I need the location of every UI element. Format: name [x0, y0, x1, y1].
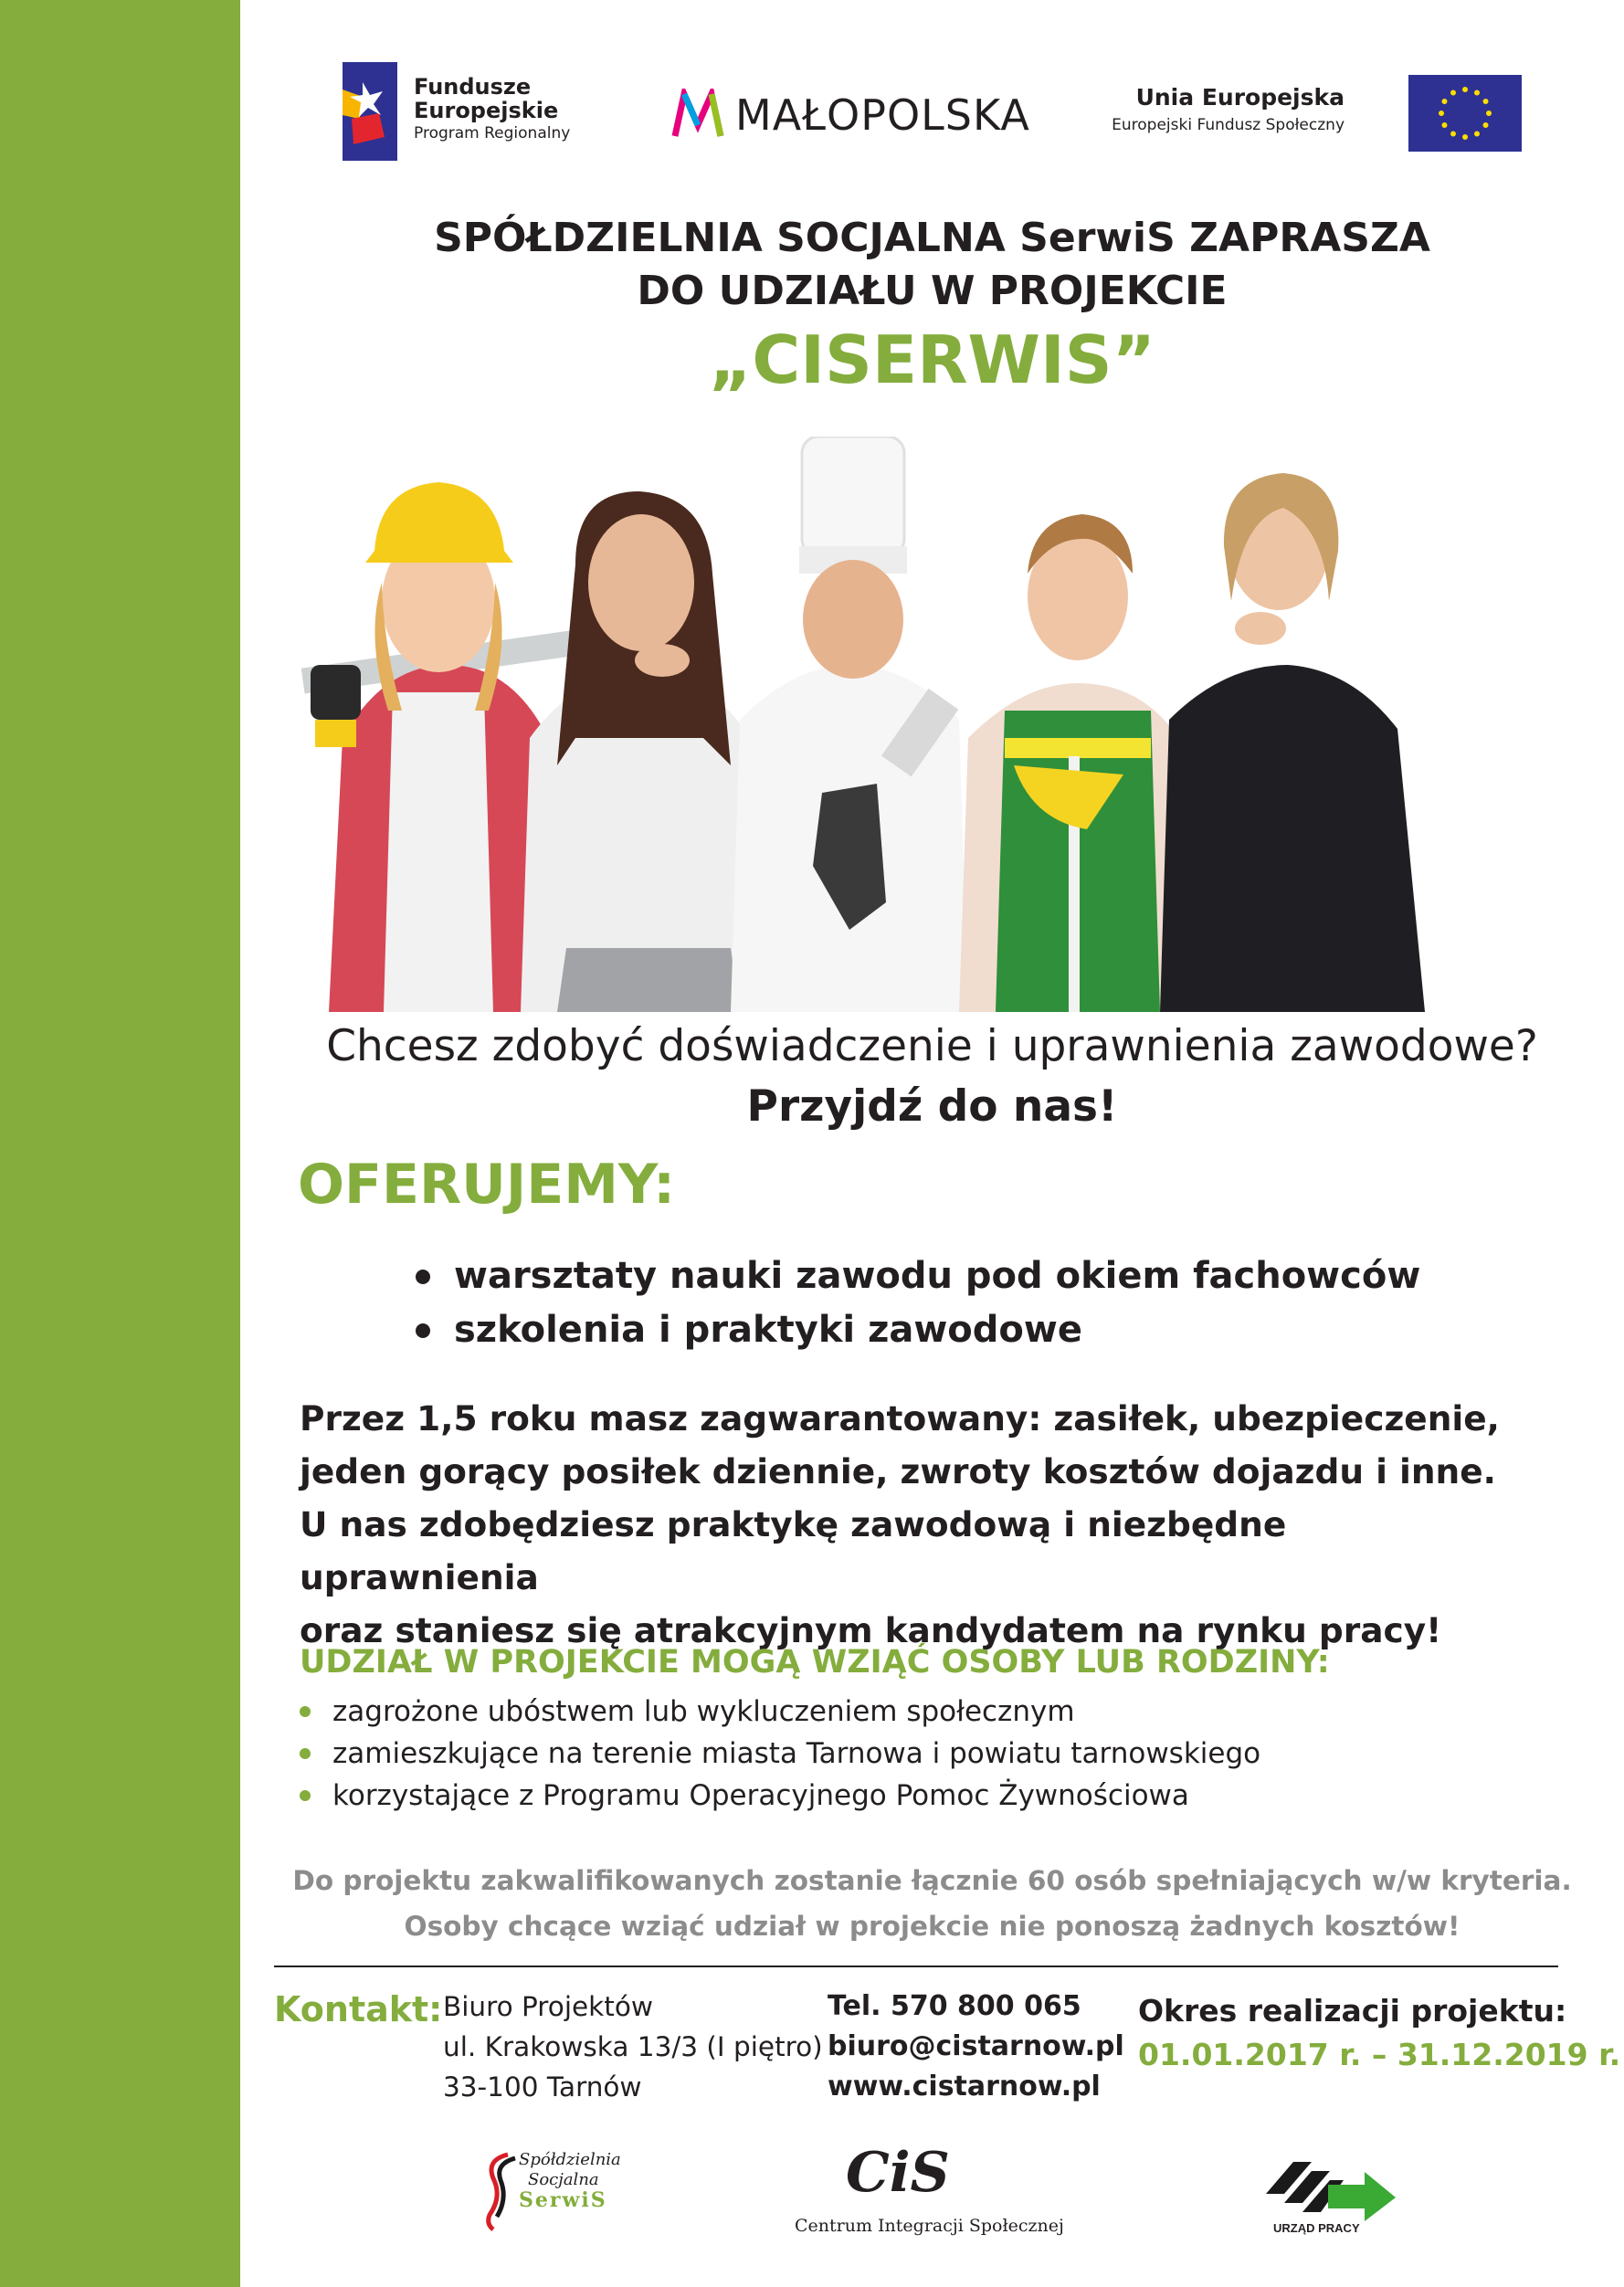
eligibility-heading: UDZIAŁ W PROJEKCIE MOGĄ WZIĄĆ OSOBY LUB RODZINY:	[300, 1644, 1330, 1681]
green-bullet-icon	[300, 1790, 311, 1801]
invitation-title-line1: SPÓŁDZIELNIA SOCJALNA SerwiS ZAPRASZA	[434, 215, 1430, 261]
urzad-pracy-text: URZĄD PRACY	[1273, 2221, 1360, 2235]
offer-item-text: szkolenia i praktyki zawodowe	[454, 1309, 1082, 1351]
period-label: Okres realizacji projektu:	[1138, 1993, 1567, 2029]
eu-star-icon	[1439, 111, 1444, 116]
address-line: Biuro Projektów	[443, 1991, 654, 2022]
eu-star-icon	[1483, 122, 1489, 128]
fe-logo-line2: Europejskie	[414, 98, 559, 123]
offer-item	[416, 1249, 1420, 1303]
workers-photo	[301, 437, 1553, 1012]
green-bullet-icon	[300, 1706, 311, 1717]
urzad-pracy-icon	[1257, 2157, 1403, 2221]
eu-logo-line1: Unia Europejska	[1135, 84, 1345, 111]
benefits-line: Przez 1,5 roku masz zagwarantowany: zasiłek, ubezpieczenie,	[300, 1398, 1500, 1439]
malopolska-logo	[671, 87, 1055, 142]
eligibility-item	[300, 1733, 1260, 1775]
offer-item	[416, 1303, 1420, 1357]
note-line1: Do projektu zakwalifikowanych zostanie łącznie 60 osób spełniających w/w kryteria.	[292, 1865, 1572, 1896]
eu-star-icon	[1486, 111, 1492, 116]
eligibility-item	[300, 1775, 1260, 1817]
serwis-logo	[480, 2146, 645, 2238]
eu-star-icon	[1462, 87, 1468, 92]
eligibility-list	[300, 1691, 1260, 1817]
website-link[interactable]: www.cistarnow.pl	[828, 2071, 1101, 2103]
eu-logo	[1112, 75, 1525, 153]
eu-star-icon	[1441, 122, 1447, 128]
fe-logo	[343, 62, 589, 163]
benefits-line: oraz staniesz się atrakcyjnym kandydatem na rynku pracy!	[300, 1610, 1442, 1650]
worker-business	[1160, 473, 1425, 1012]
cis-logo	[795, 2141, 1096, 2238]
serwis-logo-line2: Socjalna	[528, 2170, 599, 2189]
serwis-logo-line3: SerwiS	[519, 2188, 607, 2212]
eu-star-icon	[1462, 134, 1468, 140]
eu-logo-line2: Europejski Fundusz Społeczny	[1112, 116, 1345, 134]
cta-text: Przyjdź do nas!	[746, 1081, 1118, 1132]
contact-address	[443, 1987, 823, 2107]
worker-office	[521, 491, 758, 1012]
cis-logo-text: Centrum Integracji Społecznej	[795, 2216, 1064, 2236]
address-line: 33-100 Tarnów	[443, 2071, 642, 2103]
fe-logo-line1: Fundusze	[414, 74, 532, 100]
benefits-paragraph	[300, 1392, 1533, 1657]
address-line: ul. Krakowska 13/3 (I piętro)	[443, 2031, 823, 2062]
benefits-line: jeden gorący posiłek dziennie, zwroty kosztów dojazdu i inne.	[300, 1451, 1496, 1491]
eu-star-icon	[1441, 99, 1447, 104]
offer-item-text: warsztaty nauki zawodu pod okiem fachowców	[454, 1255, 1421, 1297]
eu-flag-icon	[1408, 75, 1522, 152]
worker-chef	[731, 437, 968, 1012]
project-period	[1138, 1989, 1620, 2077]
eligibility-item-text: zamieszkujące na terenie miasta Tarnowa i powiatu tarnowskiego	[332, 1737, 1261, 1770]
eu-star-icon	[1474, 90, 1480, 95]
serwis-logo-line1: Spółdzielnia	[519, 2150, 621, 2169]
eligibility-item-text: korzystające z Programu Operacyjnego Pomoc Żywnościowa	[332, 1779, 1189, 1812]
bullet-icon	[416, 1270, 430, 1284]
project-name: „CISERWIS”	[709, 321, 1155, 398]
green-side-bar	[0, 0, 240, 2287]
cis-logo-mark: CiS	[846, 2141, 950, 2205]
qualification-note	[240, 1858, 1624, 1949]
eligibility-item	[300, 1691, 1260, 1733]
question-text: Chcesz zdobyć doświadczenie i uprawnienia zawodowe?	[326, 1021, 1538, 1071]
eu-star-icon	[1483, 99, 1489, 104]
invitation-title	[240, 212, 1624, 318]
email-link[interactable]: biuro@cistarnow.pl	[828, 2030, 1124, 2062]
note-line2: Osoby chcące wziąć udział w projekcie nie ponoszą żadnych kosztów!	[404, 1911, 1461, 1942]
malopolska-icon	[671, 89, 724, 140]
eligibility-item-text: zagrożone ubóstwem lub wykluczeniem społecznym	[332, 1695, 1075, 1728]
eu-star-icon	[1450, 90, 1456, 95]
phone-number[interactable]: Tel. 570 800 065	[828, 1990, 1081, 2022]
urzad-pracy-logo	[1257, 2157, 1403, 2240]
malopolska-text: MAŁOPOLSKA	[735, 90, 1030, 140]
offer-heading: OFERUJEMY:	[298, 1153, 676, 1217]
offer-list	[416, 1249, 1420, 1357]
eu-star-icon	[1474, 132, 1480, 137]
green-bullet-icon	[300, 1748, 311, 1759]
contact-label: Kontakt:	[274, 1989, 443, 2029]
fe-logo-line3: Program Regionalny	[414, 124, 571, 142]
serwis-logo-icon	[480, 2151, 517, 2233]
benefits-line: U nas zdobędziesz praktykę zawodową i niezbędne uprawnienia	[300, 1504, 1287, 1597]
eu-star-icon	[1450, 132, 1456, 137]
invitation-title-line2: DO UDZIAŁU W PROJEKCIE	[637, 268, 1228, 314]
divider	[274, 1966, 1558, 1967]
fe-logo-icon	[343, 62, 397, 161]
bullet-icon	[416, 1323, 430, 1338]
contact-details	[828, 1987, 1124, 2107]
worker-cleaner	[959, 514, 1187, 1012]
period-dates: 01.01.2017 r. – 31.12.2019 r.	[1138, 2037, 1621, 2072]
